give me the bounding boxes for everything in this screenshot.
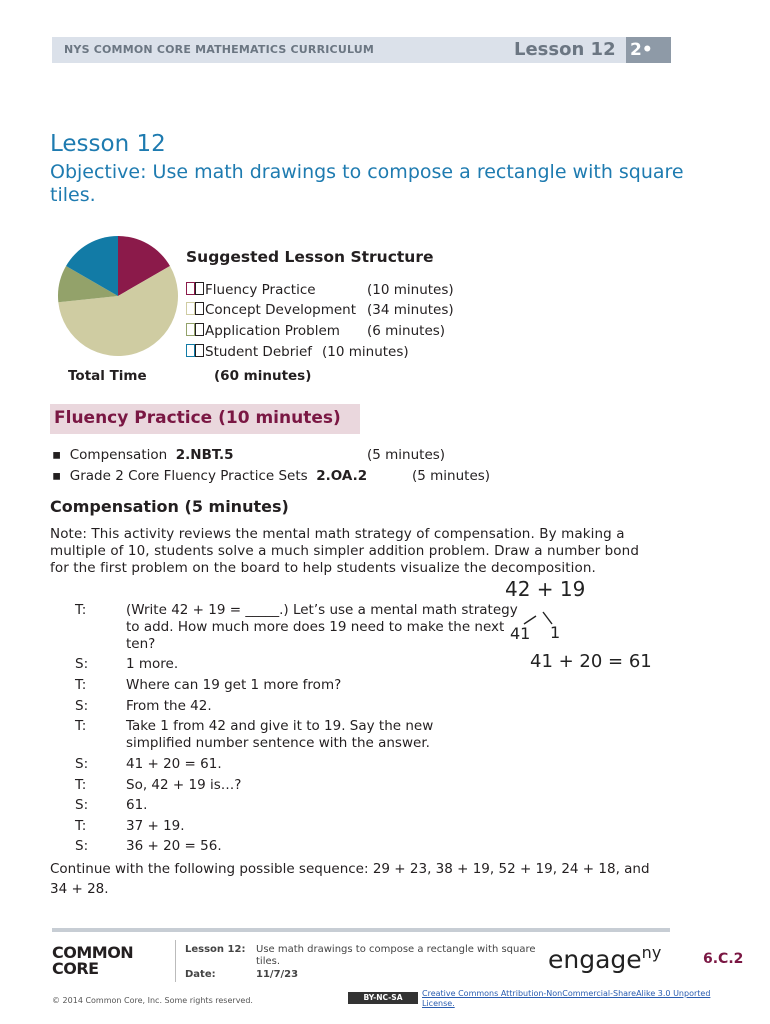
speaker: S: xyxy=(75,797,89,813)
color-key-icon xyxy=(186,282,195,295)
dialogue-line xyxy=(75,602,535,654)
number-bond-drawing xyxy=(500,572,670,677)
structure-heading: Suggested Lesson Structure xyxy=(186,248,434,266)
structure-item-name: Student Debrief xyxy=(205,344,313,360)
speaker: S: xyxy=(75,838,89,854)
utterance: 1 more. xyxy=(126,656,179,672)
continue-sequence: Continue with the following possible sequence: 29 + 23, 38 + 19, 52 + 19, 24 + 18, and 34 + 28. xyxy=(50,861,650,897)
structure-item-minutes: (6 minutes) xyxy=(367,323,446,339)
structure-item-name: Concept Development xyxy=(205,302,357,318)
grade-badge: 2• xyxy=(626,37,671,63)
bond-top: 42 + 19 xyxy=(505,577,586,601)
utterance: Where can 19 get 1 more from? xyxy=(126,677,342,693)
speaker: T: xyxy=(75,602,87,618)
utterance: 61. xyxy=(126,797,148,813)
dialogue-line xyxy=(75,756,535,774)
footer-date-label: Date: xyxy=(185,969,216,980)
speaker: S: xyxy=(75,656,89,672)
bond-result: 41 + 20 = 61 xyxy=(530,651,652,672)
bullet-icon: ▪ xyxy=(52,468,62,484)
utterance: 41 + 20 = 61. xyxy=(126,756,222,772)
fluency-bullet xyxy=(52,468,367,484)
footer-lesson-label: Lesson 12: xyxy=(185,944,246,955)
logo-line: CORE xyxy=(52,959,99,978)
utterance: (Write 42 + 19 = _____.) Let’s use a mental math strategy to add. How much more does 19 need to make the next ten? xyxy=(126,602,518,652)
structure-item-name: Fluency Practice xyxy=(205,282,316,298)
utterance: 37 + 19. xyxy=(126,818,185,834)
speaker: T: xyxy=(75,818,87,834)
dialogue-line xyxy=(75,838,535,856)
utterance: From the 42. xyxy=(126,698,212,714)
structure-item-minutes: (10 minutes) xyxy=(367,282,454,298)
structure-item-debrief xyxy=(186,344,409,364)
engageny-logo xyxy=(548,943,661,974)
footer-rule xyxy=(52,928,670,932)
page-number: 6.C.2 xyxy=(703,951,744,967)
speaker: S: xyxy=(75,756,89,772)
color-key-icon xyxy=(186,302,195,315)
dialogue-line xyxy=(75,656,535,674)
teacher-note: Note: This activity reviews the mental math strategy of compensation. By making a multiple of 10, students solve a much simpler addition problem. Draw a number bond for the first problem on the board to help students visualize the decomposition. xyxy=(50,526,639,576)
dialogue-line xyxy=(75,818,535,836)
common-core-logo xyxy=(52,945,133,977)
total-time-label: Total Time xyxy=(68,368,147,384)
speaker: T: xyxy=(75,718,87,734)
fluency-title: Fluency Practice (10 minutes) xyxy=(54,408,341,428)
bullet-minutes: (5 minutes) xyxy=(412,468,491,484)
copyright: © 2014 Common Core, Inc. Some rights reserved. xyxy=(52,996,253,1005)
curriculum-label: NYS COMMON CORE MATHEMATICS CURRICULUM xyxy=(64,43,375,56)
structure-item-concept xyxy=(186,302,454,322)
bond-right: 1 xyxy=(550,623,561,642)
bullet-standard: 2.NBT.5 xyxy=(175,447,234,463)
utterance: Take 1 from 42 and give it to 19. Say the new simplified number sentence with the answer. xyxy=(126,718,434,751)
cc-license-badge: BY-NC-SA xyxy=(348,992,418,1004)
bullet-minutes: (5 minutes) xyxy=(367,447,446,463)
page-header xyxy=(52,37,671,63)
checkbox-icon xyxy=(195,344,204,357)
lesson-structure-pie xyxy=(57,233,179,359)
checkbox-icon xyxy=(195,323,204,336)
bullet-icon: ▪ xyxy=(52,447,62,463)
dialogue-line xyxy=(75,677,535,695)
bullet-text: Compensation xyxy=(69,447,168,463)
speaker: S: xyxy=(75,698,89,714)
speaker: T: xyxy=(75,777,87,793)
bond-left-line xyxy=(524,616,536,624)
fluency-bullet xyxy=(52,447,234,463)
fluency-banner xyxy=(50,404,360,434)
brand-sup: ny xyxy=(641,943,662,962)
dialogue-line xyxy=(75,718,535,754)
footer-lesson-text: Use math drawings to compose a rectangle with square tiles. xyxy=(256,944,536,967)
bond-left: 41 xyxy=(510,624,531,643)
logo-line: COMMON xyxy=(52,943,134,962)
structure-item-name: Application Problem xyxy=(205,323,340,339)
dialogue-line xyxy=(75,777,535,795)
structure-item-minutes: (34 minutes) xyxy=(367,302,454,318)
header-lesson: Lesson 12 xyxy=(514,39,616,60)
objective: Objective: Use math drawings to compose a rectangle with square tiles. xyxy=(50,161,684,206)
speaker: T: xyxy=(75,677,87,693)
structure-item-fluency xyxy=(186,282,454,302)
license-link[interactable]: Creative Commons Attribution-NonCommercial-ShareAlike 3.0 Unported License. xyxy=(422,989,711,1008)
compensation-heading: Compensation (5 minutes) xyxy=(50,497,289,516)
bullet-text: Grade 2 Core Fluency Practice Sets xyxy=(69,468,308,484)
lesson-title: Lesson 12 xyxy=(50,131,166,157)
color-key-icon xyxy=(186,344,195,357)
utterance: 36 + 20 = 56. xyxy=(126,838,222,854)
color-key-icon xyxy=(186,323,195,336)
structure-item-minutes: (10 minutes) xyxy=(322,344,409,360)
footer-date: 11/7/23 xyxy=(256,969,299,980)
dialogue-line xyxy=(75,797,535,815)
checkbox-icon xyxy=(195,282,204,295)
brand-text: engage xyxy=(548,945,642,974)
footer-divider xyxy=(175,940,176,982)
dialogue-line xyxy=(75,698,535,716)
utterance: So, 42 + 19 is…? xyxy=(126,777,242,793)
checkbox-icon xyxy=(195,302,204,315)
total-time-minutes: (60 minutes) xyxy=(214,368,312,384)
bullet-standard: 2.OA.2 xyxy=(316,468,368,484)
structure-item-application xyxy=(186,323,446,343)
